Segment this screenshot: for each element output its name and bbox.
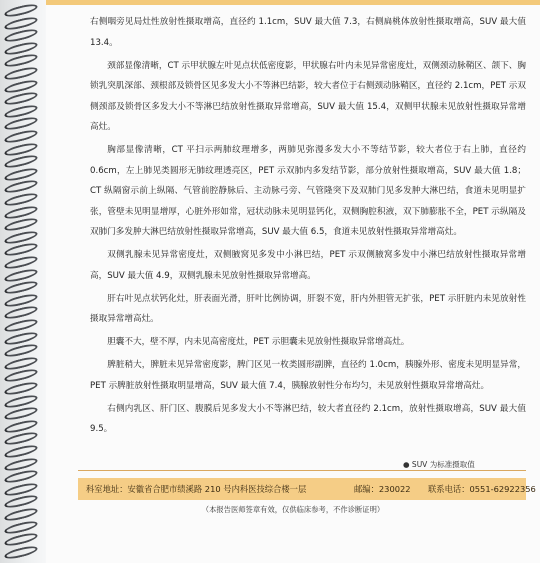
report-body <box>90 12 526 442</box>
binding-ring <box>3 544 38 561</box>
findings-paragraph: 胸部显像清晰，CT 平扫示两肺纹理增多，两肺见弥漫多发大小不等结节影，较大者位于右上肺，直径约 0.6cm，左上肺见类圆形无肺纹理透亮区，PET 示双肺内多发结节影，部分放射性摄取增高，SUV 最大值 1.8；CT 纵隔窗示前上纵隔、气管前腔静脉后、主动脉弓旁、气管隆突下及双肺门见多发肿大淋巴结，食道未见明显扩张，管壁未见明显增厚，心脏外形如常，冠状动脉未见明显钙化，双侧胸腔积液，双下肺膨胀不全，PET 示纵隔及双肺门多发肿大淋巴结放射性摄取异常增高，SUV 最大值 6.5，食道未见放射性摄取异常增高灶。 <box>90 145 526 237</box>
findings-paragraph: 颈部显像清晰，CT 示甲状腺左叶见点状低密度影，甲状腺右叶内未见异常密度灶，双侧颈动脉鞘区、颌下、胸锁乳突肌深部、颈根部及锁骨区见多发大小不等淋巴结影，较大者位于右侧颈动脉鞘区，直径约 2.1cm，PET 示双侧颈部及锁骨区多发大小不等淋巴结放射性摄取异常增高，SUV 最大值 15.4，双侧甲状腺未见放射性摄取异常增高灶。 <box>90 60 526 132</box>
findings-paragraph: 双侧乳腺未见异常密度灶，双侧腋窝见多发中小淋巴结，PET 示双侧腋窝多发中小淋巴结放射性摄取异常增高，SUV 最大值 4.9，双侧乳腺未见放射性摄取异常增高。 <box>90 250 526 281</box>
spiral-binding <box>0 0 46 563</box>
contact-phone: 联系电话：0551-62922356 <box>428 484 536 494</box>
findings-paragraph: 右侧咽旁见局灶性放射性摄取增高，直径约 1.1cm，SUV 最大值 7.3，右侧扁桃体放射性摄取增高，SUV 最大值 13.4。 <box>90 17 526 48</box>
findings-paragraph: 右侧内乳区、肝门区、腹膜后见多发大小不等淋巴结，较大者直径约 2.1cm，放射性摄取增高，SUV 最大值 9.5。 <box>90 403 526 434</box>
footer-divider <box>78 470 526 471</box>
disclaimer: （本报告医师签章有效，仅供临床参考，不作诊断证明） <box>201 505 385 514</box>
report-page <box>46 0 540 563</box>
findings-paragraph: 肝右叶见点状钙化灶，肝表面光滑，肝叶比例协调，肝裂不宽，肝内外胆管无扩张，PET 示肝脏内未见放射性摄取异常增高灶。 <box>90 293 526 324</box>
header-strip <box>46 0 540 5</box>
postcode: 邮编：230022 <box>354 484 411 494</box>
department-address: 科室地址：安徽省合肥市绩溪路 210 号内科医技综合楼一层 <box>86 484 307 494</box>
findings-paragraph: 胆囊不大，壁不厚，内未见高密度灶，PET 示胆囊未见放射性摄取异常增高灶。 <box>107 337 410 347</box>
findings-paragraph: 脾脏稍大，脾脏未见异常密度影，脾门区见一枚类圆形副脾，直径约 1.0cm，胰腺外形、密度未见明显异常，PET 示脾脏放射性摄取明显增高，SUV 最大值 7.4，胰腺放射性分布均匀，未见放射性摄取异常增高灶。 <box>90 360 526 391</box>
footer-bar <box>78 478 536 500</box>
suv-note: ● SUV 为标准摄取值 <box>403 460 475 469</box>
